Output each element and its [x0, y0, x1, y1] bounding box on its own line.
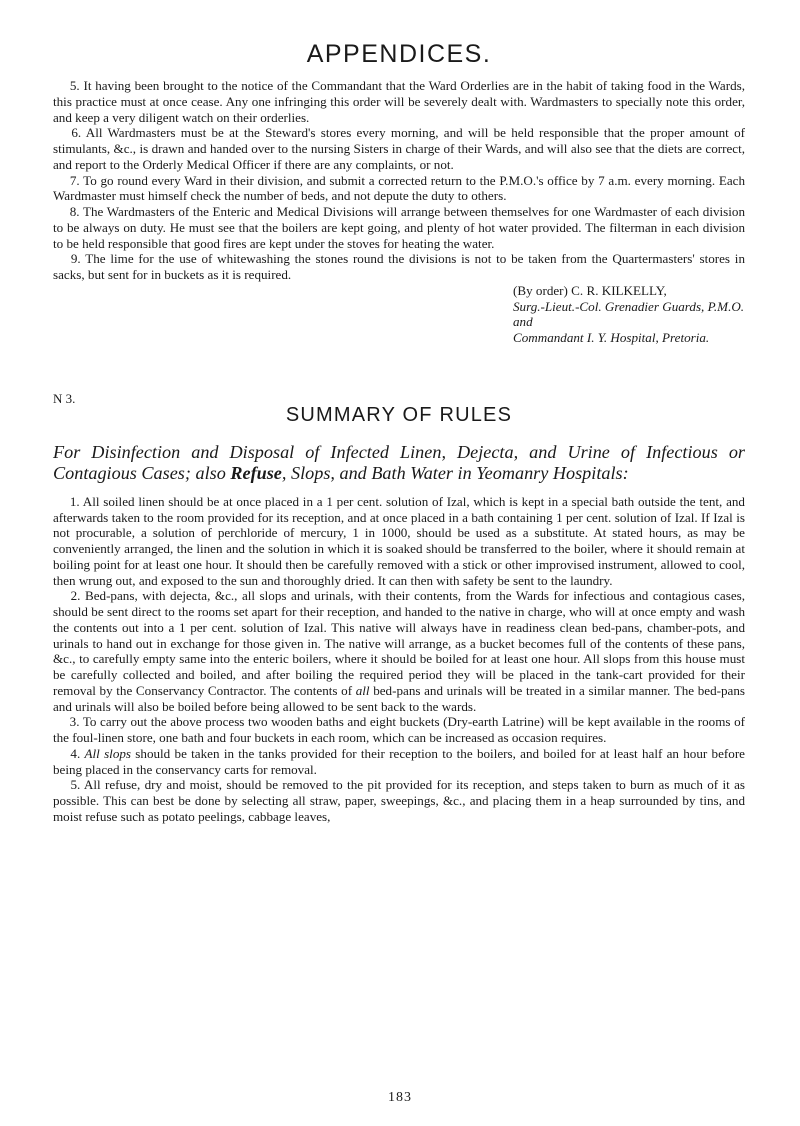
order-text: To go round every Ward in their division, and submit a corrected return to the P.M.O.'s office by 7 a.m. every morning. Each Wardmaster must himself check the number of beds, and not depute the duty to others. [53, 172, 745, 204]
order-text: It having been brought to the notice of the Commandant that the Ward Orderlies are in the habit of taking food in the Wards, this practice must at once cease. Any one infringing this order will be severely dealt with. Wardmasters to specially note this order, and keep a very diligent watch on their orderlies. [53, 78, 746, 125]
rule-paragraph [53, 588, 745, 714]
order-number: 8. [69, 204, 80, 219]
order-text: The Wardmasters of the Enteric and Medical Divisions will arrange between themselves for one Wardmaster of each division to be always on duty. He must see that the boilers are kept going, and plenty of hot water provided. The filterman in each division to be held responsible that good fires are kept under the stoves for heating the water. [53, 204, 745, 251]
order-paragraph [53, 78, 745, 125]
rule-text: All refuse, dry and moist, should be removed to the pit provided for its reception, and steps taken to burn as much of it as possible. This can best be done by selecting all straw, paper, sweepings, &c., and placing them in a heap surrounded by tins, and moist refuse such as potato peelings, cabbage leaves, [53, 777, 745, 824]
rule-text: To carry out the above process two wooden baths and eight buckets (Dry-earth Latrine) will be kept available in the rooms of the foul-linen store, one bath and four buckets in each room, which can be increased as occasion requires. [53, 714, 745, 745]
order-paragraph [53, 173, 745, 205]
signature-rank: Surg.-Lieut.-Col. Grenadier Guards, P.M.O. and [513, 298, 745, 330]
order-paragraph [53, 125, 745, 172]
rule-text: should be taken in the tanks provided for their reception to the boilers, and boiled for at least half an hour before being placed in the conservancy carts for removal. [53, 745, 745, 777]
rule-number: 1. [69, 493, 80, 509]
order-number: 7. [69, 172, 80, 188]
rule-paragraph [53, 494, 745, 589]
rule-paragraph [53, 714, 745, 746]
order-text: The lime for the use of whitewashing the stones round the divisions is not to be taken from the Quartermasters' stores in sacks, but sent for in buckets as it is required. [53, 251, 745, 282]
order-number: 5. [69, 78, 80, 93]
order-paragraph [53, 204, 745, 251]
signature-post: Commandant I. Y. Hospital, Pretoria. [513, 330, 710, 345]
rule-text-end: bed-pans and urinals will be treated in a similar manner. The bed-pans and urinals will also be boiled before being allowed to be sent back to the wards. [53, 682, 745, 714]
section-subtitle [53, 442, 745, 484]
rule-paragraph [53, 746, 745, 778]
signature-name: (By order) C. R. KILKELLY, [513, 282, 667, 298]
order-number: 6. [71, 125, 82, 141]
rule-number: 3. [69, 714, 80, 730]
signature-block [513, 283, 745, 346]
subtitle-text-end: , Slops, and Bath Water in Yeomanry Hospitals: [281, 462, 629, 483]
order-number: 9. [70, 251, 81, 267]
section-title: SUMMARY OF RULES [285, 403, 513, 426]
rule-number: 5. [70, 777, 81, 793]
rule-emphasis: All slops [84, 745, 132, 761]
rule-paragraph [53, 777, 745, 824]
subtitle-bold-text: Refuse [230, 462, 282, 483]
subtitle-text: For Disinfection and Disposal of Infected Linen, Dejecta, and Urine of Infectious or Contagious Cases; also [53, 441, 745, 483]
rule-text: Bed-pans, with dejecta, &c., all slops and urinals, with their contents, from the Wards for infectious and contagious cases, should be sent direct to the rooms set apart for their reception, and handed to the native in charge, who will at once empty and wash the contents out into a 1 per cent. solution of Izal. This native will always have in readiness clean bed-pans, chamber-pots, and urinals to hand out in exchange for those given in. The native will arrange, as a bucket becomes full of the contents of these pans, &c., to carefully empty same into the enteric boilers, where it should be boiled for at least one hour. All slops from this house must be carefully collected and boiled, and after boiling the required period they will be placed in the tank-cart provided for their removal by the Conservancy Contractor. The contents of [53, 588, 746, 698]
order-text: All Wardmasters must be at the Steward's stores every morning, and will be held responsible that the proper amount of stimulants, &c., is drawn and handed over to the nursing Sisters in charge of their Wards, and will also see that the diets are correct, and report to the Orderly Medical Officer if there are any complaints, or not. [53, 125, 745, 172]
rule-number: 4. [70, 745, 81, 761]
rule-text: All soiled linen should be at once placed in a 1 per cent. solution of Izal, which is kept in a special bath outside the tent, and afterwards taken to the room provided for its reception, and at once placed in a bath containing 1 per cent. solution of Izal. If Izal is not procurable, a solution of perchloride of mercury, 1 in 1000, should be used as a substitute. At stated hours, as may be conveniently arranged, the linen and the solution in which it is soaked should be transferred to the boiler, where it should remain at boiling point for at least one hour. It should then be carefully removed with a stick or other improvised instrument, allowed to cool, then wrung out, and exposed to the sun and thoroughly dried. It can then with safety be sent to the laundry. [53, 493, 745, 588]
rule-number: 2. [70, 588, 81, 604]
page-number: 183 [388, 1090, 412, 1105]
order-paragraph [53, 251, 745, 283]
section-marker: N 3. [53, 390, 76, 406]
rule-emphasis: all [355, 682, 370, 698]
page-title: APPENDICES. [306, 40, 492, 68]
